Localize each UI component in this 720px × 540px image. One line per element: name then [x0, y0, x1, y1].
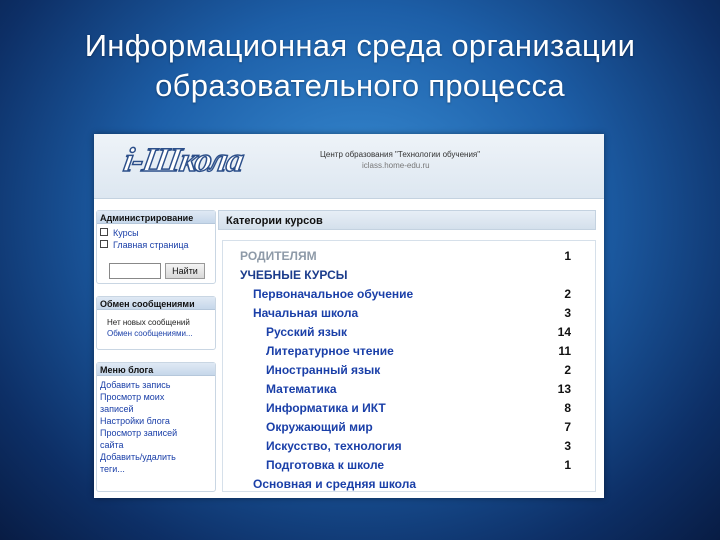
- category-row: [223, 363, 595, 382]
- blog-site-entries-link[interactable]: Просмотр записей: [100, 428, 178, 438]
- category-name[interactable]: Подготовка к школе: [266, 458, 385, 472]
- category-row: [223, 249, 595, 268]
- category-row: [223, 344, 595, 363]
- checkbox-icon: [100, 240, 108, 248]
- category-count: 1: [564, 249, 571, 263]
- blog-site-entries-link-cont[interactable]: сайта: [100, 440, 124, 450]
- no-messages-text: Нет новых сообщений: [107, 318, 190, 327]
- category-row: [223, 401, 595, 420]
- messages-block: [96, 296, 216, 350]
- blog-block-title: Меню блога: [97, 363, 215, 376]
- blog-tags-link-cont[interactable]: теги...: [100, 464, 125, 474]
- admin-item-courses[interactable]: Курсы: [97, 227, 215, 239]
- category-name[interactable]: Искусство, технология: [266, 439, 402, 453]
- category-count: 8: [564, 401, 571, 415]
- blog-my-entries-link-cont[interactable]: записей: [100, 404, 134, 414]
- category-name[interactable]: Окружающий мир: [266, 420, 373, 434]
- category-count: 3: [564, 439, 571, 453]
- center-url[interactable]: iclass.home-edu.ru: [362, 161, 430, 170]
- slide-title-line2: образовательного процесса: [155, 68, 565, 103]
- categories-title: Категории курсов: [218, 210, 596, 230]
- category-row: [223, 458, 595, 477]
- blog-block: [96, 362, 216, 492]
- search-button[interactable]: Найти: [165, 263, 205, 279]
- blog-tags-link[interactable]: Добавить/удалить: [100, 452, 176, 462]
- category-row: [223, 477, 595, 496]
- category-count: 2: [564, 287, 571, 301]
- category-name[interactable]: РОДИТЕЛЯМ: [240, 249, 317, 263]
- slide-title-line1: Информационная среда организации: [84, 28, 636, 63]
- category-name[interactable]: Начальная школа: [253, 306, 359, 320]
- category-name[interactable]: УЧЕБНЫЕ КУРСЫ: [240, 268, 348, 282]
- category-row: [223, 439, 595, 458]
- category-name[interactable]: Первоначальное обучение: [253, 287, 414, 301]
- slide-title: [0, 26, 720, 106]
- category-name[interactable]: Иностранный язык: [266, 363, 381, 377]
- admin-block-title: Администрирование: [97, 211, 215, 224]
- blog-add-entry-link[interactable]: Добавить запись: [100, 380, 171, 390]
- admin-item-home[interactable]: Главная страница: [97, 239, 215, 251]
- blog-settings-link[interactable]: Настройки блога: [100, 416, 170, 426]
- category-name[interactable]: Основная и средняя школа: [253, 477, 416, 491]
- category-name[interactable]: Литературное чтение: [266, 344, 394, 358]
- center-name: Центр образования "Технологии обучения": [320, 150, 481, 159]
- category-count: 11: [558, 344, 571, 358]
- category-name[interactable]: Информатика и ИКТ: [266, 401, 386, 415]
- category-row: [223, 306, 595, 325]
- site-logo[interactable]: i-Школа: [120, 142, 246, 179]
- search-input[interactable]: [109, 263, 161, 279]
- category-row: [223, 382, 595, 401]
- website-screenshot: [94, 134, 604, 498]
- checkbox-icon: [100, 228, 108, 236]
- category-row: [223, 287, 595, 306]
- categories-table: [222, 240, 596, 492]
- category-row: [223, 268, 595, 287]
- category-name[interactable]: Математика: [266, 382, 337, 396]
- category-count: 1: [564, 458, 571, 472]
- category-name[interactable]: Русский язык: [266, 325, 348, 339]
- course-categories: [218, 210, 602, 496]
- category-count: 2: [564, 363, 571, 377]
- category-count: 3: [564, 306, 571, 320]
- category-count: 7: [564, 420, 571, 434]
- messages-link[interactable]: Обмен сообщениями...: [107, 329, 193, 338]
- category-row: [223, 420, 595, 439]
- category-count: 13: [557, 382, 571, 396]
- category-row: [223, 325, 595, 344]
- blog-my-entries-link[interactable]: Просмотр моих: [100, 392, 165, 402]
- messages-block-title: Обмен сообщениями: [97, 297, 215, 310]
- admin-block: [96, 210, 216, 284]
- site-banner: [94, 134, 604, 199]
- category-count: 14: [557, 325, 571, 339]
